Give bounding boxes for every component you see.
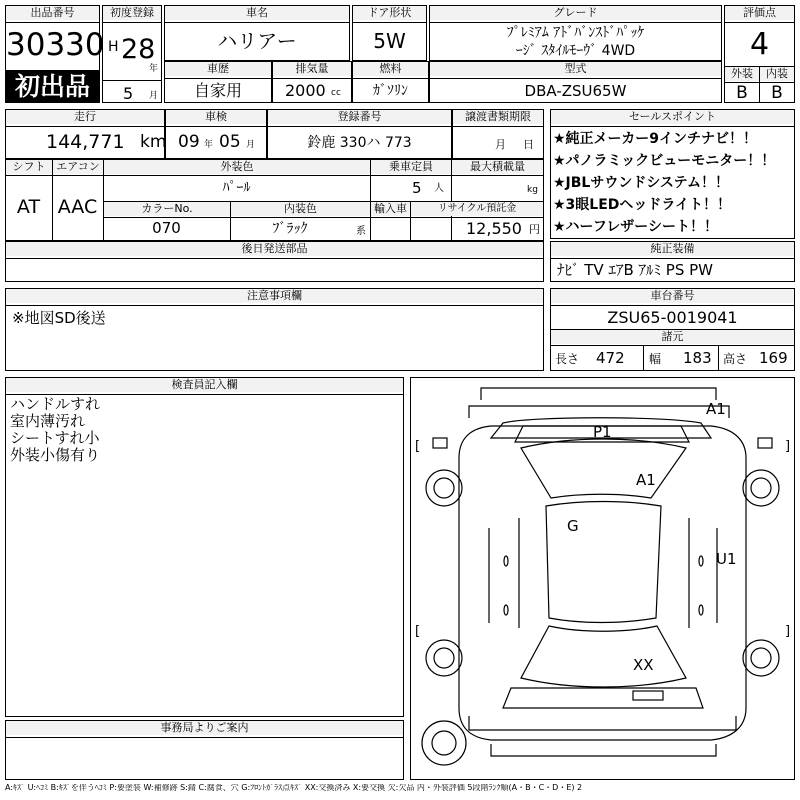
svg-text:]: ] [785, 624, 791, 639]
inspector-line-4: 外装小傷有り [10, 446, 101, 464]
mileage-unit: km [140, 132, 167, 152]
lot-label: 出品番号 [6, 6, 99, 20]
grade-label: グレード [430, 6, 721, 20]
car-diagram-cell [410, 377, 795, 780]
ext-score-value: B [736, 83, 748, 103]
chassis-value: ZSU65-0019041 [607, 308, 738, 327]
car-name-value: ハリアー [217, 29, 297, 53]
first-reg-cell [102, 5, 162, 103]
width-value: 183 [683, 349, 712, 367]
sales-points-cell [550, 109, 795, 239]
sales-points-label: セールスポイント [551, 110, 794, 124]
svg-text:[: [ [415, 624, 421, 639]
later-parts-label: 後日発送部品 [6, 242, 543, 256]
inspector-line-1: ハンドルすれ [10, 395, 101, 413]
chassis-cell [550, 288, 795, 371]
int-color-label: 内装色 [231, 202, 370, 216]
model-label: 型式 [430, 62, 721, 76]
first-listing-badge: 初出品 [6, 70, 99, 103]
recycle-unit: 円 [529, 223, 540, 236]
displacement-unit: cc [331, 88, 341, 98]
inspector-label: 検査員記入欄 [6, 378, 403, 392]
recycle-value: 12,550 [466, 219, 522, 238]
car-name-cell [164, 5, 350, 61]
fuel-value: ｶﾞｿﾘﾝ [373, 83, 408, 99]
score-label: 評価点 [725, 6, 794, 20]
svg-text:]: ] [785, 439, 791, 454]
inspector-line-2: 室内薄汚れ [10, 412, 86, 430]
first-reg-era: H [108, 39, 119, 55]
grade-line-1: ﾌﾟﾚﾐｱﾑ ｱﾄﾞﾊﾞﾝｽﾄﾞﾊﾟｯｹ [506, 25, 645, 41]
inspection-month-unit: 月 [246, 140, 256, 150]
office-label: 事務局よりご案内 [6, 721, 403, 735]
color-no-value: 070 [152, 219, 181, 237]
first-reg-year-unit: 年 [149, 64, 159, 74]
grade-cell [429, 5, 722, 61]
mileage-cell [5, 109, 165, 159]
ext-color-value: ﾊﾟｰﾙ [222, 180, 251, 196]
sales-point-4: ★3眼LEDヘッドライト！！ [553, 197, 731, 213]
sales-point-1: ★純正メーカー9インチナビ！！ [553, 131, 758, 147]
first-reg-month: 5 [123, 84, 134, 103]
score-cell [724, 5, 795, 103]
equipment-value: ﾅﾋﾞ TV ｴｱB ｱﾙﾐ PS PW [557, 261, 713, 279]
capacity-unit: 人 [434, 183, 444, 194]
int-score-label: 内装 [760, 67, 794, 81]
max-load-label: 最大積載量 [452, 160, 543, 174]
door-cell [352, 5, 427, 61]
damage-mark-3: A1 [636, 471, 656, 489]
int-color-suffix: 系 [356, 226, 366, 237]
ext-score-label: 外装 [725, 67, 759, 81]
inspection-label: 車検 [166, 110, 266, 124]
aircon-label: エアコン [53, 160, 103, 174]
car-name-label: 車名 [165, 6, 349, 20]
later-parts-cell [5, 241, 544, 282]
height-value: 169 [759, 349, 788, 367]
inspection-month: 05 [219, 132, 241, 152]
max-load-unit: kg [527, 185, 538, 195]
ext-color-label: 外装色 [104, 160, 370, 174]
svg-text:[: [ [415, 439, 421, 454]
reg-no-cell [267, 109, 452, 159]
first-reg-label: 初度登録 [103, 6, 161, 20]
reg-no-label: 登録番号 [268, 110, 451, 124]
history-cell [164, 61, 272, 103]
model-cell [429, 61, 722, 103]
notes-cell [5, 288, 544, 371]
shift-label: シフト [6, 160, 52, 174]
fuel-label: 燃料 [353, 62, 428, 76]
history-label: 車歴 [165, 62, 271, 76]
reg-no-value: 鈴鹿 330ハ 773 [307, 135, 412, 151]
damage-mark-5: U1 [716, 550, 737, 568]
fuel-cell [352, 61, 429, 103]
inspection-cell [165, 109, 267, 159]
transfer-day-unit: 日 [523, 138, 534, 151]
capacity-label: 乗車定員 [371, 160, 451, 174]
int-color-value: ﾌﾞﾗｯｸ [272, 221, 308, 237]
damage-mark-2: P1 [593, 423, 612, 441]
score-value: 4 [749, 27, 770, 62]
first-reg-year: 28 [121, 34, 156, 65]
legend-text: A:ｷｽﾞ U:ﾍｺﾐ B:ｷｽﾞを伴うﾍｺﾐ P:要塗装 W:補修跡 S:錆 C:腐食、穴 G:ﾌﾛﾝﾄｶﾞﾗｽ点ｷｽﾞ XX:交換済み X:要交換 欠:欠品 内・外装評価 5段階ﾗﾝｸ順(A・B・C・D・E) 2 [5, 784, 583, 792]
int-score-value: B [771, 83, 783, 103]
office-cell [5, 720, 404, 780]
sales-point-2: ★パノラミックビューモニター！！ [553, 153, 776, 169]
transfer-cell [452, 109, 544, 159]
transfer-month-unit: 月 [495, 138, 506, 151]
mileage-value: 144,771 [46, 131, 125, 153]
damage-mark-1: A1 [706, 400, 726, 418]
history-value: 自家用 [193, 81, 242, 100]
displacement-cell [272, 61, 352, 103]
door-label: ドア形状 [353, 6, 426, 20]
notes-label: 注意事項欄 [6, 289, 543, 303]
grade-line-2: ｰｼﾞ ｽﾀｲﾙﾓｰｳﾞ 4WD [515, 43, 636, 59]
notes-value: ※地図SD後送 [12, 309, 106, 327]
displacement-value: 2000 [285, 81, 326, 100]
damage-mark-4: G [567, 517, 579, 535]
equipment-label: 純正装備 [551, 242, 794, 256]
inspector-line-3: シートすれ小 [10, 429, 100, 447]
lot-number: 30330 [6, 27, 105, 63]
sales-point-3: ★JBLサウンドシステム！！ [553, 175, 729, 191]
length-value: 472 [596, 349, 625, 367]
displacement-label: 排気量 [273, 62, 351, 76]
equipment-cell [550, 241, 795, 282]
shift-value: AT [16, 196, 41, 218]
sales-point-5: ★ハーフレザーシート！！ [553, 219, 719, 235]
aircon-value: AAC [57, 196, 98, 218]
chassis-label: 車台番号 [551, 289, 794, 303]
lot-cell [5, 5, 105, 103]
height-label: 高さ [723, 352, 748, 366]
first-reg-month-unit: 月 [149, 91, 159, 101]
import-label: 輸入車 [371, 202, 410, 216]
length-label: 長さ [555, 352, 580, 366]
specs-label: 諸元 [551, 330, 794, 344]
mileage-label: 走行 [6, 110, 164, 124]
door-value: 5W [373, 29, 406, 53]
width-label: 幅 [649, 352, 662, 366]
model-value: DBA-ZSU65W [524, 82, 627, 100]
inspection-year: 09 [178, 132, 200, 152]
inspector-cell [5, 377, 404, 717]
recycle-label: リサイクル預託金 [411, 202, 543, 216]
damage-mark-6: XX [633, 656, 654, 674]
transfer-label: 譲渡書類期限 [453, 110, 543, 124]
capacity-value: 5 [412, 179, 422, 197]
inspection-year-unit: 年 [204, 140, 214, 150]
color-no-label: カラーNo. [104, 202, 230, 216]
